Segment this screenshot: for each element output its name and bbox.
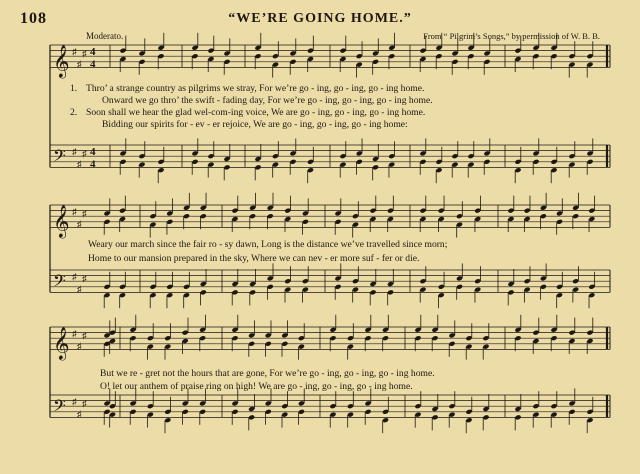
tempo-marking: Moderato. <box>86 31 124 41</box>
time-signature-bottom: 4 <box>90 58 96 71</box>
sharp-icon: ♯ <box>72 328 77 339</box>
sharp-icon: ♯ <box>72 396 77 407</box>
sharp-icon: ♯ <box>72 271 77 282</box>
sharp-icon: ♯ <box>82 48 87 59</box>
sharp-icon: ♯ <box>82 398 87 409</box>
lyric-line: Onward we go thro’ the swift - fading day, For we’re go - ing, go - ing, go - ing home. <box>102 95 433 106</box>
lyric-line: Weary our march since the fair ro - sy dawn, Long is the distance we’ve travelled since morn; <box>88 239 448 250</box>
hymn-title: “WE’RE GOING HOME.” <box>228 11 412 26</box>
treble-clef-icon: 𝄞 <box>53 326 70 360</box>
sharp-icon: ♯ <box>77 218 82 229</box>
treble-clef-icon: 𝄞 <box>53 204 70 238</box>
bass-clef-icon: 𝄢 <box>53 145 66 170</box>
sharp-icon: ♯ <box>72 46 77 57</box>
lyric-line: O! let our anthem of praise ring on high! We are go - ing, go - ing, go - ing home. <box>100 381 413 392</box>
sharp-icon: ♯ <box>82 330 87 341</box>
lyric-line: Soon shall we hear the glad wel-com-ing voice, We are go - ing, go - ing, go - ing home. <box>86 107 426 118</box>
sharp-icon: ♯ <box>77 283 82 294</box>
bass-clef-icon: 𝄢 <box>53 270 66 295</box>
bass-clef-icon: 𝄢 <box>53 395 66 420</box>
sharp-icon: ♯ <box>82 148 87 159</box>
lyric-line: Home to our mansion prepared in the sky, Where we can nev - er more suf - fer or die. <box>88 253 420 264</box>
time-signature-top: 4 <box>90 46 96 59</box>
time-signature-bottom: 4 <box>90 158 96 171</box>
page-number: 108 <box>20 10 47 27</box>
verse-number: 2. <box>70 107 78 118</box>
source-credit: From “ Pilgrim’s Songs,” by permission of W. B. B. <box>423 31 600 41</box>
lyric-line: Thro’ a strange country as pilgrims we stray, For we’re go - ing, go - ing, go - ing home. <box>86 83 425 94</box>
verse-number: 1. <box>70 83 78 94</box>
sharp-icon: ♯ <box>77 58 82 69</box>
sharp-icon: ♯ <box>82 273 87 284</box>
lyric-line: But we re - gret not the hours that are gone, For we’re go - ing, go - ing, go - ing home. <box>100 368 435 379</box>
sharp-icon: ♯ <box>72 206 77 217</box>
sharp-icon: ♯ <box>77 340 82 351</box>
lyric-line: Bidding our spirits for - ev - er rejoice, We are go - ing, go - ing, go - ing home: <box>102 119 408 130</box>
sharp-icon: ♯ <box>77 158 82 169</box>
sharp-icon: ♯ <box>72 146 77 157</box>
treble-clef-icon: 𝄞 <box>53 44 70 78</box>
sharp-icon: ♯ <box>77 408 82 419</box>
time-signature-top: 4 <box>90 146 96 159</box>
sharp-icon: ♯ <box>82 208 87 219</box>
